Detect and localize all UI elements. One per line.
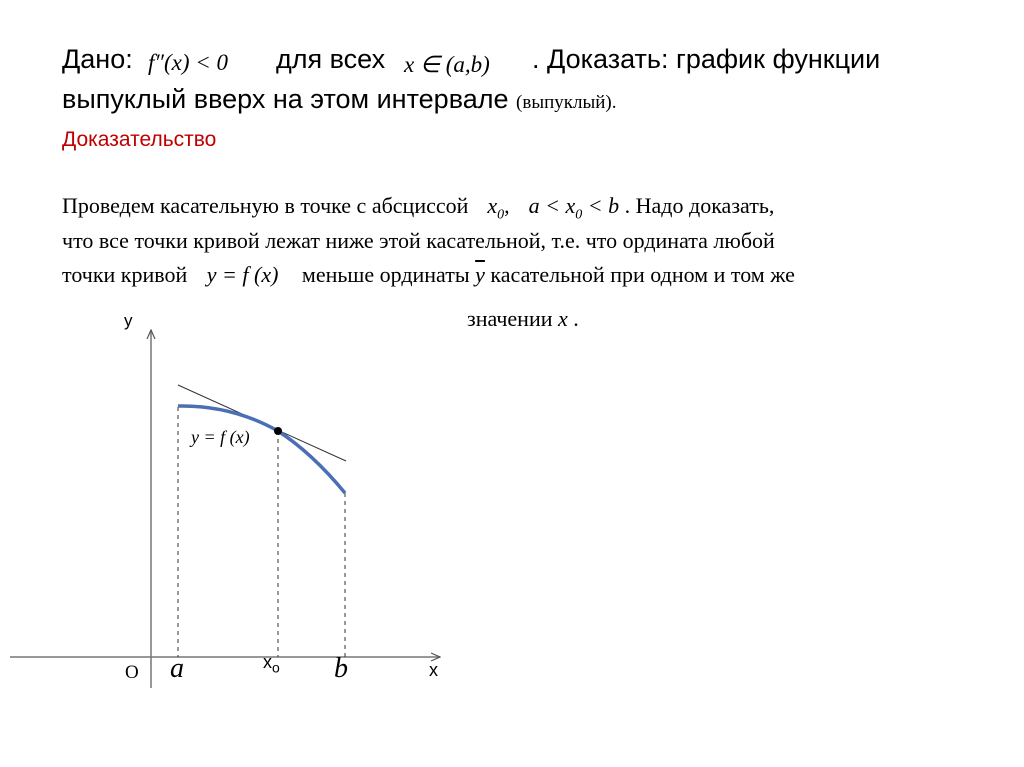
heading-line2-paren: (выпуклый). [516,92,617,113]
proof-label: Доказательство [62,128,217,151]
y-axis-label: y [124,311,133,330]
paragraph-line3-b: меньше ординаты [301,262,470,287]
given-formula: f″(x) < 0 [148,50,229,75]
origin-label: O [125,662,139,683]
given-label: Дано: [62,44,133,74]
prove-text: . Доказать: график функции [532,44,881,74]
curve-formula-inline: y = f (x) [206,262,279,287]
tangent-point [274,427,282,435]
inequality: $a < x_0 < b$ [528,193,620,223]
a-label: a [170,653,184,684]
b-label: b [334,653,348,684]
paragraph-line1-b: . Надо доказать, [624,193,775,218]
curve-label: y = f (x) [191,427,250,447]
period: . [573,306,579,331]
paragraph-line1-a: Проведем касательную в точке с абсциссой [62,193,469,218]
paragraph-line2: что все точки кривой лежат ниже этой касательной, т.е. что ордината любой [62,228,775,253]
x0-inline: $x_0$ [487,193,505,223]
for-all-text: для всех [276,44,386,74]
interval-formula: x ∈ (a,b) [404,52,490,77]
x0-label: $x_o$ [263,652,280,676]
paragraph-line3-a: точки кривой [62,262,188,287]
ybar: $\overline{y}$ [475,262,485,287]
x-axis-label: x [429,660,438,680]
paragraph-line4-a: значении [467,306,553,331]
heading-line2-main: выпуклый вверх на этом интервале [62,84,509,114]
x-inline: x [558,306,568,331]
paragraph-line3-c: касательной при одном и том же [490,262,795,287]
comma: , [504,193,510,218]
